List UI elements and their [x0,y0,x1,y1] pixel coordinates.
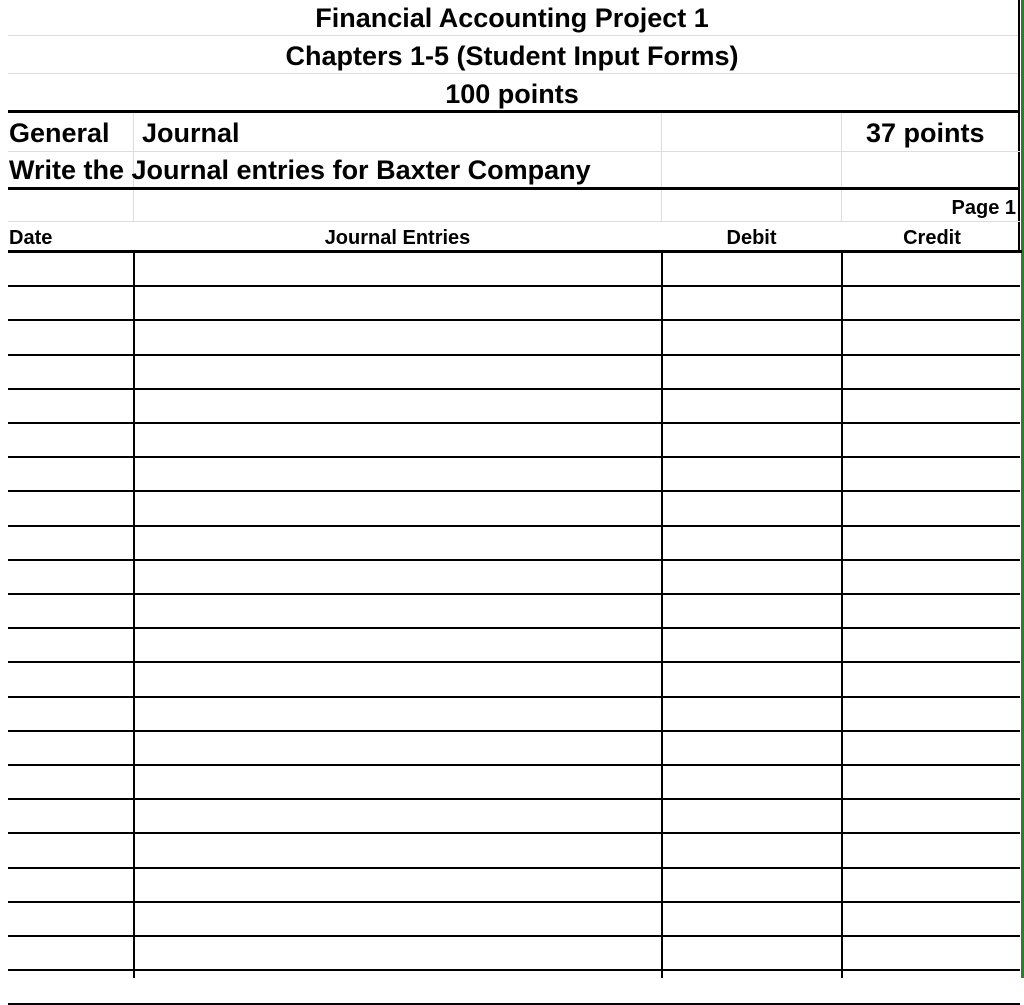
date-cell[interactable] [8,527,134,559]
page-label: Page 1 [951,197,1016,219]
journal-entry-cell[interactable] [135,287,661,319]
date-cell[interactable] [8,287,134,319]
grid-line [8,151,1020,152]
journal-entry-cell[interactable] [135,492,661,524]
date-cell[interactable] [8,766,134,798]
date-cell[interactable] [8,595,134,627]
debit-cell[interactable] [663,321,841,353]
section-label-general: General [9,118,110,148]
grid-line [841,190,842,222]
credit-cell[interactable] [843,356,1019,388]
column-divider [133,253,135,978]
credit-cell[interactable] [843,424,1019,456]
debit-cell[interactable] [663,766,841,798]
credit-cell[interactable] [843,698,1019,730]
journal-entry-cell[interactable] [135,321,661,353]
date-cell[interactable] [8,971,134,1003]
credit-cell[interactable] [843,458,1019,490]
date-cell[interactable] [8,492,134,524]
date-cell[interactable] [8,321,134,353]
journal-entry-cell[interactable] [135,253,661,285]
journal-entry-cell[interactable] [135,971,661,1003]
date-cell[interactable] [8,903,134,935]
date-cell[interactable] [8,253,134,285]
credit-cell[interactable] [843,561,1019,593]
date-cell[interactable] [8,834,134,866]
credit-cell[interactable] [843,869,1019,901]
journal-entry-cell[interactable] [135,663,661,695]
grid-line [8,221,1020,222]
debit-cell[interactable] [663,800,841,832]
credit-cell[interactable] [843,766,1019,798]
journal-entry-cell[interactable] [135,698,661,730]
grid-line [661,190,662,222]
credit-cell[interactable] [843,595,1019,627]
journal-entry-cell[interactable] [135,424,661,456]
journal-entry-cell[interactable] [135,903,661,935]
debit-cell[interactable] [663,390,841,422]
credit-cell[interactable] [843,629,1019,661]
journal-entry-cell[interactable] [135,595,661,627]
grid-line [133,190,134,222]
date-cell[interactable] [8,732,134,764]
journal-entry-cell[interactable] [135,458,661,490]
date-cell[interactable] [8,561,134,593]
date-cell[interactable] [8,937,134,969]
date-cell[interactable] [8,698,134,730]
credit-cell[interactable] [843,800,1019,832]
debit-cell[interactable] [663,595,841,627]
sheet-title: Financial Accounting Project 1 [315,3,709,33]
date-cell[interactable] [8,663,134,695]
debit-cell[interactable] [663,287,841,319]
date-cell[interactable] [8,869,134,901]
debit-cell[interactable] [663,903,841,935]
debit-cell[interactable] [663,834,841,866]
sheet-right-border [1018,0,1020,252]
total-points: 100 points [445,79,579,109]
debit-cell[interactable] [663,629,841,661]
debit-cell[interactable] [663,663,841,695]
debit-cell[interactable] [663,458,841,490]
debit-cell[interactable] [663,492,841,524]
credit-cell[interactable] [843,732,1019,764]
section-points: 37 points [866,118,985,148]
credit-cell[interactable] [843,971,1019,1003]
debit-cell[interactable] [663,869,841,901]
credit-cell[interactable] [843,937,1019,969]
sheet-subtitle: Chapters 1-5 (Student Input Forms) [285,41,739,71]
column-header-debit: Debit [726,227,777,249]
credit-cell[interactable] [843,390,1019,422]
section-divider [8,187,1020,190]
debit-cell[interactable] [663,527,841,559]
date-cell[interactable] [8,424,134,456]
header-divider [8,110,1020,113]
debit-cell[interactable] [663,253,841,285]
journal-entry-cell[interactable] [135,834,661,866]
journal-entry-cell[interactable] [135,766,661,798]
credit-cell[interactable] [843,492,1019,524]
debit-cell[interactable] [663,561,841,593]
column-divider [661,253,663,978]
date-cell[interactable] [8,390,134,422]
column-header-journal-entries: Journal Entries [324,227,471,249]
credit-cell[interactable] [843,287,1019,319]
date-cell[interactable] [8,800,134,832]
journal-entry-cell[interactable] [135,937,661,969]
journal-entry-cell[interactable] [135,527,661,559]
credit-cell[interactable] [843,253,1019,285]
column-header-date: Date [9,227,53,249]
credit-cell[interactable] [843,834,1019,866]
journal-entry-cell[interactable] [135,356,661,388]
column-header-credit: Credit [903,227,961,249]
credit-cell[interactable] [843,663,1019,695]
debit-cell[interactable] [663,937,841,969]
journal-entry-cell[interactable] [135,869,661,901]
date-cell[interactable] [8,458,134,490]
date-cell[interactable] [8,629,134,661]
section-instruction: Write the Journal entries for Baxter Company [9,155,591,185]
debit-cell[interactable] [663,698,841,730]
journal-entry-cell[interactable] [135,732,661,764]
section-label-journal: Journal [142,118,240,148]
debit-cell[interactable] [663,971,841,1003]
grid-line [8,35,1020,36]
journal-entry-cell[interactable] [135,390,661,422]
journal-entry-cell[interactable] [135,800,661,832]
journal-entry-cell[interactable] [135,561,661,593]
grid-line [8,73,1020,74]
credit-cell[interactable] [843,321,1019,353]
credit-cell[interactable] [843,527,1019,559]
credit-cell[interactable] [843,903,1019,935]
date-cell[interactable] [8,356,134,388]
column-divider [841,253,843,978]
debit-cell[interactable] [663,356,841,388]
debit-cell[interactable] [663,732,841,764]
journal-entry-cell[interactable] [135,629,661,661]
debit-cell[interactable] [663,424,841,456]
